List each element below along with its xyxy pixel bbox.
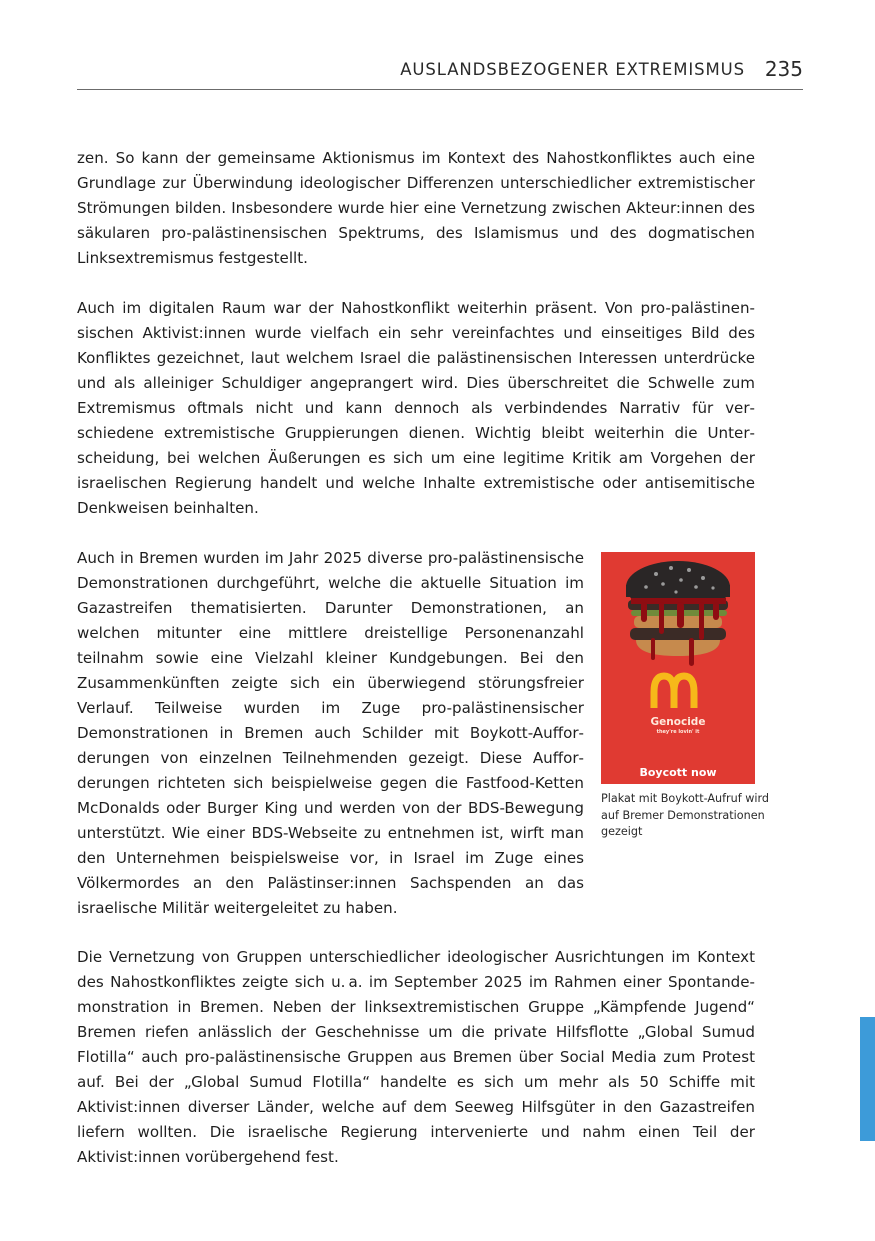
page-number: 235 — [764, 57, 803, 81]
figure-caption: Plakat mit Boykott-Aufruf wird auf Bremer Demonstrationen gezeigt — [601, 792, 769, 838]
boycott-poster-image — [601, 552, 755, 784]
running-header-title: AUSLANDSBEZOGENER EXTREMISMUS — [400, 60, 745, 79]
header-rule — [77, 89, 803, 90]
chapter-side-tab — [860, 1017, 875, 1141]
poster-call-to-action: Boycott now — [639, 766, 717, 779]
body-paragraph-2: Auch im digitalen Raum war der Nahostkonflikt weiterhin präsent. Von pro-palästinensischen Aktivist:innen wurde vielfach ein sehr vereinfachtes und einseitiges Bild des Konfliktes gezeichnet, laut welchem Israel die palästinensischen Interessen unterdrücke und als alleiniger Schuldiger angeprangert wird. Dies überschreitet die Schwelle zum Extremismus oftmals nicht und kann dennoch als verbindendes Narrativ für verschiedene extremistische Gruppierungen dienen. Wichtig bleibt weiterhin die Unterscheidung, bei welchen Äußerungen es sich um eine legitime Kritik am Vorgehen der israelischen Regierung handelt und welche Inhalte extremistische oder antisemitische Denkweisen beinhalten. — [77, 299, 755, 517]
burger-with-golden-arches-icon — [601, 552, 755, 784]
body-paragraph-1: zen. So kann der gemeinsame Aktionismus im Kontext des Nahostkonfliktes auch eine Grundlage zur Überwindung ideologischer Differenzen unterschiedlicher extremistischer Strömungen bilden. Insbesondere wurde hier eine Vernetzung zwischen Akteur:innen des säkularen pro-palästinensischen Spektrums, des Islamismus und des dogmatischen Linksextremismus festgestellt. — [77, 149, 755, 267]
poster-headline: Genocide — [650, 716, 706, 728]
body-paragraph-4: Die Vernetzung von Gruppen unterschiedlicher ideologischer Ausrichtungen im Kontext des Nahostkonfliktes zeigte sich u. a. im September 2025 im Rahmen einer Spontandemonstration in Bremen. Neben der linksextremistischen Gruppe „Kämpfende Jugend“ Bremen riefen anlässlich der Geschehnisse um die private Hilfsflotte „Global Sumud Flotilla“ auch pro-palästinensische Gruppen aus Bremen über Social Media zum Protest auf. Bei der „Global Sumud Flotilla“ handelte es sich um mehr als 50 Schiffe mit Aktivist:innen diverser Länder, welche auf dem Seeweg Hilfsgüter in den Gazastreifen liefern wollten. Die israelische Regierung intervenierte und nahm einen Teil der Aktivist:innen vorübergehend fest. — [77, 948, 755, 1166]
poster-tagline: they're lovin' it — [656, 729, 700, 735]
body-paragraph-3: Auch in Bremen wurden im Jahr 2025 diverse pro-palästinensische Demonstrationen durchgeführt, welche die aktuelle Situation im Gazastreifen thematisierten. Darunter Demonstrationen, an welchen mitunter eine mittlere dreistellige Personenanzahl teilnahm sowie eine Vielzahl kleiner Kundgebungen. Bei den Zusammenkünften zeigte sich ein überwiegend störungsfreier Verlauf. Teilweise wurden im Zuge pro-palästinensischer Demonstrationen in Bremen auch Schilder mit Boykott-Aufforderungen von einzelnen Teilnehmenden gezeigt. Diese Aufforderungen richteten sich beispielweise gegen die Fastfood-Ketten McDonalds oder Burger King und werden von der BDS-Bewegung unterstützt. Wie einer BDS-Webseite zu entnehmen ist, wirft man den Unternehmen beispielsweise vor, in Israel im Zuge eines Völkermordes an den Palästinser:innen Sachspenden an das israelische Militär weitergeleitet zu haben. — [77, 549, 584, 917]
